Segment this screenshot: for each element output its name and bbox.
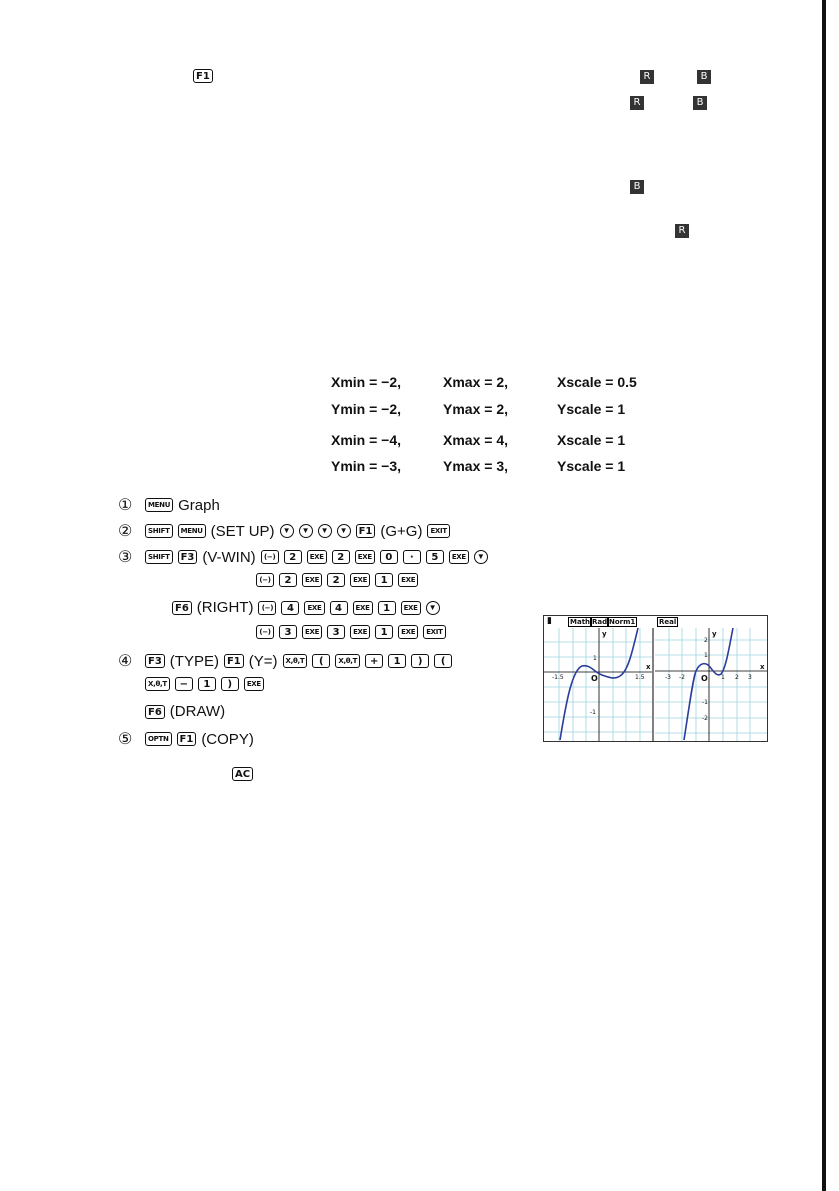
y-axis-label: y xyxy=(602,630,607,638)
tick-label: -3 xyxy=(665,674,671,681)
down-arrow-icon: ▼ xyxy=(318,524,332,538)
vwin-xmin: Xmin = −4, xyxy=(331,432,402,448)
optn-key: OPTN xyxy=(145,732,172,746)
neg-key: (−) xyxy=(261,550,279,564)
exe-key: EXE xyxy=(398,573,418,587)
marker-r: R xyxy=(640,70,654,84)
step-3-line-3 xyxy=(172,599,440,616)
origin-label: O xyxy=(591,674,598,683)
exe-key: EXE xyxy=(304,601,324,615)
neg-key: (−) xyxy=(256,573,274,587)
tick-label: 1.5 xyxy=(635,674,645,681)
step-number: ⑤ xyxy=(118,731,133,748)
vwin-xscale: Xscale = 0.5 xyxy=(557,374,637,390)
step-3-line-2 xyxy=(256,573,418,587)
step-1 xyxy=(118,495,220,515)
down-arrow-icon: ▼ xyxy=(474,550,488,564)
step-3-line-4 xyxy=(256,625,446,639)
key-3: 3 xyxy=(327,625,345,639)
key-1: 1 xyxy=(198,677,216,691)
x-axis-label: x xyxy=(760,663,765,671)
key-1: 1 xyxy=(375,625,393,639)
f1-key: F1 xyxy=(356,524,376,538)
graph-labels xyxy=(544,616,768,742)
tick-label: 3 xyxy=(748,674,752,681)
calculator-screen xyxy=(543,615,768,742)
lparen-key: ( xyxy=(434,654,452,668)
step-number: ③ xyxy=(118,549,133,566)
exe-key: EXE xyxy=(307,550,327,564)
status-rad: Rad xyxy=(592,618,608,626)
step-number: ① xyxy=(118,497,133,514)
tick-label: -1.5 xyxy=(552,674,564,681)
copy-label: (COPY) xyxy=(201,730,254,748)
tick-label: -1 xyxy=(702,699,708,706)
vwin-yscale: Yscale = 1 xyxy=(557,458,626,474)
vwin-xmax: Xmax = 2, xyxy=(443,374,508,390)
vwin-yscale: Yscale = 1 xyxy=(557,401,626,417)
marker-b: B xyxy=(693,96,707,110)
vwin-xmax: Xmax = 4, xyxy=(443,432,508,448)
status-real: Real xyxy=(659,618,677,626)
f1-key: F1 xyxy=(193,69,213,83)
exe-key: EXE xyxy=(350,625,370,639)
page-edge-line xyxy=(822,0,826,1191)
ac-key: AC xyxy=(232,767,253,781)
dot-key: · xyxy=(403,550,421,564)
step-4-line-3 xyxy=(145,703,225,720)
xthetat-key: X,θ,T xyxy=(283,654,308,668)
shift-key: SHIFT xyxy=(145,524,173,538)
step-4-line-2 xyxy=(145,677,264,691)
setup-label: (SET UP) xyxy=(210,522,275,540)
tick-label: -2 xyxy=(702,715,708,722)
shift-key: SHIFT xyxy=(145,550,173,564)
exit-key: EXIT xyxy=(423,625,445,639)
vwin-label: (V-WIN) xyxy=(202,548,256,566)
tick-label: -2 xyxy=(679,674,685,681)
step-4 xyxy=(118,651,452,671)
tick-label: 1 xyxy=(593,655,597,662)
rparen-key: ) xyxy=(411,654,429,668)
f6-key: F6 xyxy=(145,705,165,719)
key-2: 2 xyxy=(279,573,297,587)
step-number: ④ xyxy=(118,653,133,670)
key-1: 1 xyxy=(388,654,406,668)
exe-key: EXE xyxy=(302,573,322,587)
vwin-xmin: Xmin = −2, xyxy=(331,374,402,390)
exe-key: EXE xyxy=(353,601,373,615)
f1-key: F1 xyxy=(224,654,244,668)
key-4: 4 xyxy=(330,601,348,615)
neg-key: (−) xyxy=(258,601,276,615)
draw-label: (DRAW) xyxy=(169,703,226,720)
down-arrow-icon: ▼ xyxy=(299,524,313,538)
exit-key: EXIT xyxy=(427,524,449,538)
step-5 xyxy=(118,729,254,749)
marker-b: B xyxy=(630,180,644,194)
tick-label: -1 xyxy=(590,709,596,716)
vwin-ymin: Ymin = −3, xyxy=(331,458,402,474)
key-5: 5 xyxy=(426,550,444,564)
key-4: 4 xyxy=(281,601,299,615)
vwin-ymin: Ymin = −2, xyxy=(331,401,402,417)
f6-key: F6 xyxy=(172,601,192,615)
tick-label: 2 xyxy=(704,637,708,644)
key-3: 3 xyxy=(279,625,297,639)
vwin-ymax: Ymax = 2, xyxy=(443,401,508,417)
key-1: 1 xyxy=(378,601,396,615)
f3-key: F3 xyxy=(145,654,165,668)
right-label: (RIGHT) xyxy=(196,599,254,616)
vwin-ymax: Ymax = 3, xyxy=(443,458,508,474)
exe-key: EXE xyxy=(355,550,375,564)
gg-label: (G+G) xyxy=(380,522,423,540)
yeq-label: (Y=) xyxy=(248,652,278,670)
key-0: 0 xyxy=(380,550,398,564)
key-2: 2 xyxy=(284,550,302,564)
exe-key: EXE xyxy=(449,550,469,564)
status-math: Math xyxy=(570,618,591,626)
marker-r: R xyxy=(675,224,689,238)
f1-key: F1 xyxy=(177,732,197,746)
rparen-key: ) xyxy=(221,677,239,691)
f3-key: F3 xyxy=(178,550,198,564)
marker-r: R xyxy=(630,96,644,110)
tick-label: 2 xyxy=(735,674,739,681)
key-1: 1 xyxy=(375,573,393,587)
plus-key: + xyxy=(365,654,383,668)
neg-key: (−) xyxy=(256,625,274,639)
exe-key: EXE xyxy=(401,601,421,615)
step-2 xyxy=(118,521,450,541)
menu-key: MENU xyxy=(178,524,206,538)
lparen-key: ( xyxy=(312,654,330,668)
key-2: 2 xyxy=(327,573,345,587)
step-number: ② xyxy=(118,523,133,540)
down-arrow-icon: ▼ xyxy=(337,524,351,538)
origin-label: O xyxy=(701,674,708,683)
type-label: (TYPE) xyxy=(169,652,219,670)
vwin-xscale: Xscale = 1 xyxy=(557,432,626,448)
key-2: 2 xyxy=(332,550,350,564)
xthetat-key: X,θ,T xyxy=(145,677,170,691)
down-arrow-icon: ▼ xyxy=(426,601,440,615)
exe-key: EXE xyxy=(302,625,322,639)
status-norm: Norm1 xyxy=(609,618,636,626)
menu-key: MENU xyxy=(145,498,173,512)
x-axis-label: x xyxy=(646,663,651,671)
step-3 xyxy=(118,547,488,567)
battery-icon: ▮ xyxy=(547,616,552,626)
exe-key: EXE xyxy=(244,677,264,691)
y-axis-label: y xyxy=(712,630,717,638)
exe-key: EXE xyxy=(350,573,370,587)
xthetat-key: X,θ,T xyxy=(335,654,360,668)
exe-key: EXE xyxy=(398,625,418,639)
tick-label: 1 xyxy=(721,674,725,681)
step-label: Graph xyxy=(178,496,220,514)
down-arrow-icon: ▼ xyxy=(280,524,294,538)
tick-label: 1 xyxy=(704,652,708,659)
minus-key: − xyxy=(175,677,193,691)
marker-b: B xyxy=(697,70,711,84)
